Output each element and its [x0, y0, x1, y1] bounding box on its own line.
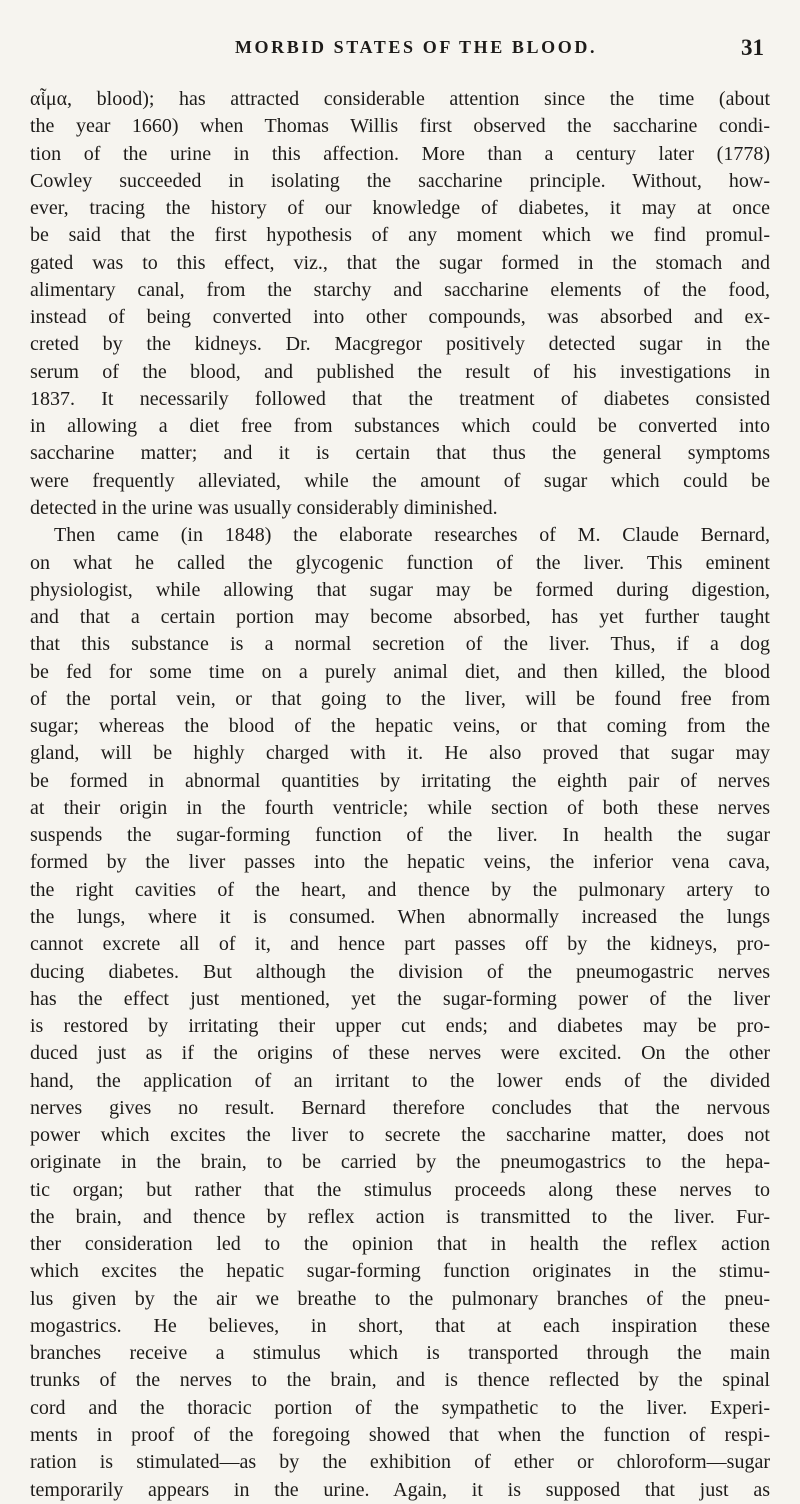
- text-line: the lungs, where it is consumed. When abnormally increased the lungs: [30, 905, 770, 928]
- text-line: ever, tracing the history of our knowledge of diabetes, it may at once: [30, 197, 770, 220]
- text-line: Then came (in 1848) the elaborate researches of M. Claude Bernard,: [54, 524, 770, 547]
- text-line: ration is stimulated—as by the exhibition of ether or chloroform—sugar: [30, 1451, 770, 1474]
- text-line: at their origin in the fourth ventricle; while section of both these nerves: [30, 796, 770, 819]
- text-line: temporarily appears in the urine. Again, it is supposed that just as: [30, 1478, 770, 1501]
- text-line: be fed for some time on a purely animal diet, and then killed, the blood: [30, 660, 770, 683]
- text-line: ducing diabetes. But although the division of the pneumogastric nerves: [30, 960, 770, 983]
- text-line: in allowing a diet free from substances which could be converted into: [30, 415, 770, 438]
- text-line: duced just as if the origins of these nerves were excited. On the other: [30, 1042, 770, 1065]
- text-line: suspends the sugar-forming function of the liver. In health the sugar: [30, 824, 770, 847]
- text-line: the year 1660) when Thomas Willis first observed the saccharine condi-: [30, 115, 770, 138]
- text-line: on what he called the glycogenic function of the liver. This eminent: [30, 551, 770, 574]
- text-line: that this substance is a normal secretion of the liver. Thus, if a dog: [30, 633, 770, 656]
- text-line: ther consideration led to the opinion that in health the reflex action: [30, 1233, 770, 1256]
- text-line: which excites the hepatic sugar-forming function originates in the stimu-: [30, 1260, 770, 1283]
- text-line: detected in the urine was usually considerably diminished.: [30, 496, 498, 519]
- text-line: were frequently alleviated, while the amount of sugar which could be: [30, 469, 770, 492]
- text-line: physiologist, while allowing that sugar may be formed during digestion,: [30, 578, 770, 601]
- text-line: the brain, and thence by reflex action is transmitted to the liver. Fur-: [30, 1205, 770, 1228]
- page-number: 31: [741, 35, 764, 60]
- text-line: hand, the application of an irritant to the lower ends of the divided: [30, 1069, 770, 1092]
- text-line: saccharine matter; and it is certain that thus the general symptoms: [30, 442, 770, 465]
- text-line: gated was to this effect, viz., that the sugar formed in the stomach and: [30, 251, 770, 274]
- text-line: mogastrics. He believes, in short, that at each inspiration these: [30, 1314, 770, 1337]
- text-line: be formed in abnormal quantities by irritating the eighth pair of nerves: [30, 769, 770, 792]
- text-line: 1837. It necessarily followed that the treatment of diabetes consisted: [30, 387, 770, 410]
- text-line: alimentary canal, from the starchy and saccharine elements of the food,: [30, 278, 770, 301]
- text-line: the right cavities of the heart, and thence by the pulmonary artery to: [30, 878, 770, 901]
- text-line: trunks of the nerves to the brain, and is thence reflected by the spinal: [30, 1369, 770, 1392]
- text-line: gland, will be highly charged with it. He also proved that sugar may: [30, 742, 770, 765]
- text-line: of the portal vein, or that going to the liver, will be found free from: [30, 687, 770, 710]
- text-line: sugar; whereas the blood of the hepatic veins, or that coming from the: [30, 715, 770, 738]
- text-line: nerves gives no result. Bernard therefore concludes that the nervous: [30, 1096, 770, 1119]
- text-line: tion of the urine in this affection. More than a century later (1778): [30, 142, 770, 165]
- text-line: be said that the first hypothesis of any moment which we find promul-: [30, 224, 770, 247]
- text-line: instead of being converted into other compounds, was absorbed and ex-: [30, 306, 770, 329]
- body-text: [30, 86, 770, 1504]
- text-line: creted by the kidneys. Dr. Macgregor positively detected sugar in the: [30, 333, 770, 356]
- text-line: ments in proof of the foregoing showed that when the function of respi-: [30, 1424, 770, 1447]
- text-line: Cowley succeeded in isolating the saccharine principle. Without, how-: [30, 169, 770, 192]
- text-line: tic organ; but rather that the stimulus proceeds along these nerves to: [30, 1178, 770, 1201]
- text-line: cord and the thoracic portion of the sympathetic to the liver. Experi-: [30, 1396, 770, 1419]
- running-head: MORBID STATES OF THE BLOOD.: [234, 37, 598, 57]
- text-line: power which excites the liver to secrete the saccharine matter, does not: [30, 1124, 770, 1147]
- text-line: serum of the blood, and published the result of his investigations in: [30, 360, 770, 383]
- text-line: and that a certain portion may become absorbed, has yet further taught: [30, 606, 770, 629]
- text-line: cannot excrete all of it, and hence part passes off by the kidneys, pro-: [30, 933, 770, 956]
- text-line: originate in the brain, to be carried by the pneumogastrics to the hepa-: [30, 1151, 770, 1174]
- text-line: formed by the liver passes into the hepatic veins, the inferior vena cava,: [30, 851, 770, 874]
- text-line: lus given by the air we breathe to the pulmonary branches of the pneu-: [30, 1287, 770, 1310]
- text-line: has the effect just mentioned, yet the sugar-forming power of the liver: [30, 987, 770, 1010]
- text-line: branches receive a stimulus which is transported through the main: [30, 1342, 770, 1365]
- text-line: is restored by irritating their upper cut ends; and diabetes may be pro-: [30, 1015, 770, 1038]
- text-line: αἷμα, blood); has attracted considerable attention since the time (about: [30, 88, 770, 110]
